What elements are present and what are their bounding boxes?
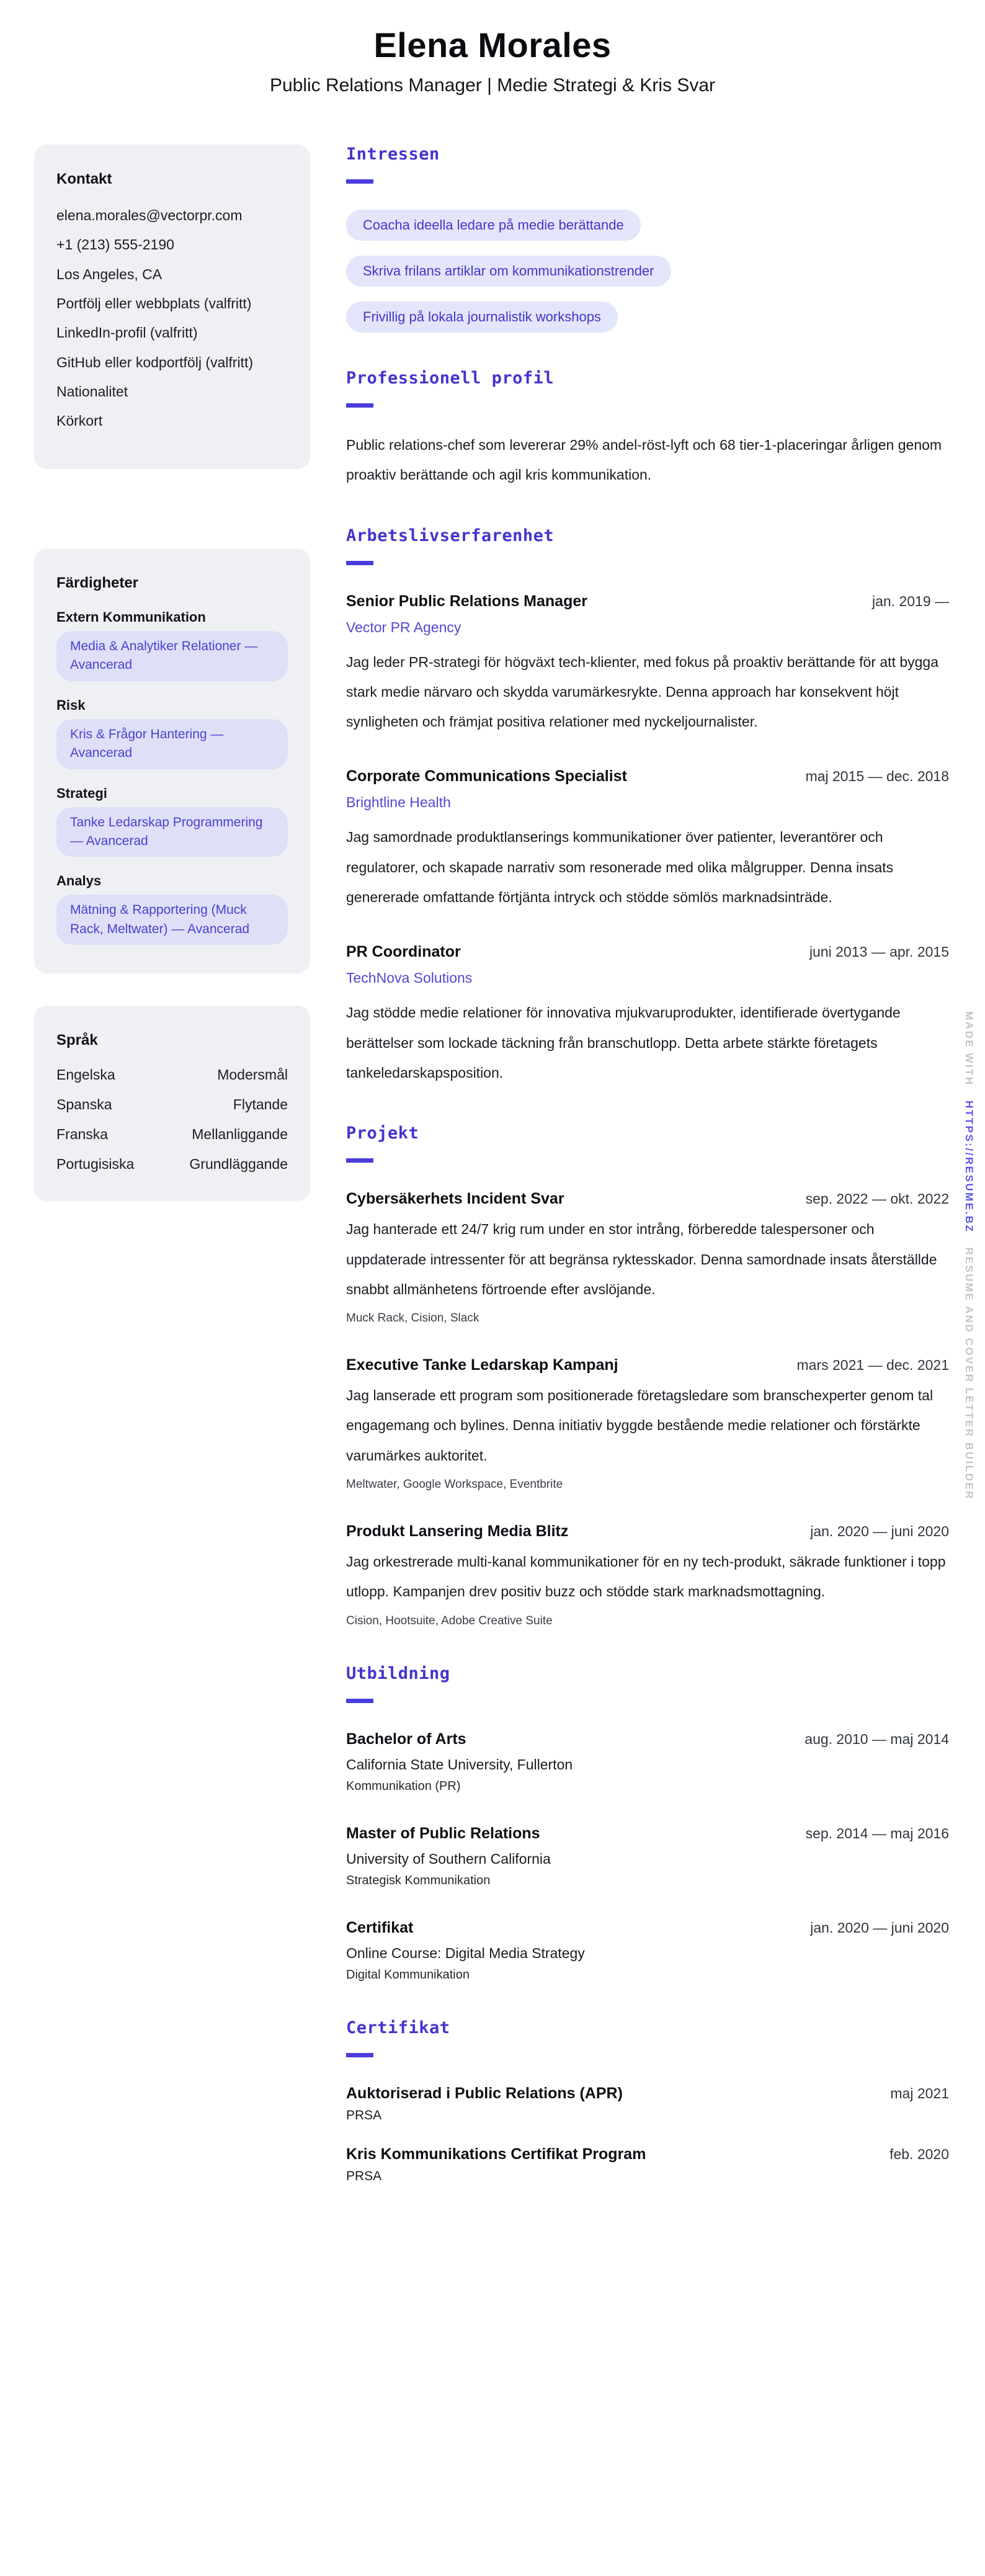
certificate-date: feb. 2020 xyxy=(889,2145,949,2162)
job-description: Jag samordnade produktlanserings kommunikationer över patienter, leverantörer och regulatorer, och skapade narrativ som resonerade med olika målgrupper. Denna insats genererade omfattande förtjänta intryck och stödde sömlös marknadsinträde. xyxy=(346,829,894,906)
heading-rule xyxy=(346,561,373,565)
job-entry xyxy=(346,767,949,912)
certificates-heading: Certifikat xyxy=(346,2018,450,2037)
section-projects xyxy=(346,1124,949,1627)
profile-text: Public relations-chef som levererar 29% andel-röst-lyft och 68 tier-1-placeringar årligen genom proaktiv berättande och agil kris kommunikation. xyxy=(346,437,942,483)
certificate-issuer: PRSA xyxy=(346,2108,382,2122)
certificate-head xyxy=(346,2145,949,2163)
language-row xyxy=(56,1156,288,1173)
heading-rule xyxy=(346,403,373,408)
contact-card xyxy=(34,145,310,469)
contact-item-linkedin: LinkedIn-profil (valfritt) xyxy=(56,324,198,341)
contact-title: Kontakt xyxy=(56,171,112,187)
project-head xyxy=(346,1190,949,1208)
education-dates: aug. 2010 — maj 2014 xyxy=(804,1730,949,1747)
project-tools: Cision, Hootsuite, Adobe Creative Suite xyxy=(346,1614,553,1627)
project-entry xyxy=(346,1523,949,1628)
heading-rule xyxy=(346,1158,373,1163)
certificate-head xyxy=(346,2085,949,2103)
watermark-url: HTTPS://RESUME.BZ xyxy=(963,1100,975,1233)
education-school: Online Course: Digital Media Strategy xyxy=(346,1944,585,1961)
project-dates: sep. 2022 — okt. 2022 xyxy=(805,1191,949,1207)
project-title: Executive Tanke Ledarskap Kampanj xyxy=(346,1356,618,1374)
skill-group xyxy=(56,697,288,769)
section-profile xyxy=(346,369,949,490)
job-entry xyxy=(346,943,949,1088)
project-entry xyxy=(346,1190,949,1325)
skill-group-label: Risk xyxy=(56,697,86,713)
project-title: Produkt Lansering Media Blitz xyxy=(346,1523,569,1541)
language-level: Mellanliggande xyxy=(192,1126,288,1143)
contact-item-github: GitHub eller kodportfölj (valfritt) xyxy=(56,354,253,370)
language-name: Franska xyxy=(56,1126,109,1143)
skill-pill: Tanke Ledarskap Programmering — Avancerad xyxy=(56,807,288,857)
education-degree: Bachelor of Arts xyxy=(346,1730,466,1748)
certificate-title: Auktoriserad i Public Relations (APR) xyxy=(346,2084,623,2102)
project-tools: Meltwater, Google Workspace, Eventbrite xyxy=(346,1478,563,1491)
skill-pill: Mätning & Rapportering (Muck Rack, Meltwater) — Avancerad xyxy=(56,895,288,945)
watermark-made-with: MADE WITH xyxy=(963,1011,975,1086)
education-field: Strategisk Kommunikation xyxy=(346,1873,491,1887)
contact-item-email: elena.morales@vectorpr.com xyxy=(56,207,243,223)
job-title: Senior Public Relations Manager xyxy=(346,592,587,610)
job-head xyxy=(346,767,949,785)
header xyxy=(0,0,985,96)
job-title: PR Coordinator xyxy=(346,943,461,961)
project-dates: jan. 2020 — juni 2020 xyxy=(810,1523,949,1540)
experience-heading: Arbetslivserfarenhet xyxy=(346,525,555,545)
sidebar xyxy=(34,145,310,1201)
languages-title: Språk xyxy=(56,1032,98,1049)
profile-heading: Professionell profil xyxy=(346,369,555,388)
contact-item-license: Körkort xyxy=(56,413,103,429)
certificate-entry xyxy=(346,2145,949,2184)
contact-item-phone: +1 (213) 555-2190 xyxy=(56,236,174,253)
watermark xyxy=(963,1011,975,1500)
education-entry xyxy=(346,1919,949,1982)
skills-title: Färdigheter xyxy=(56,574,139,591)
section-certificates xyxy=(346,2018,949,2184)
contact-item-location: Los Angeles, CA xyxy=(56,266,163,282)
contact-list xyxy=(56,205,288,432)
language-name: Spanska xyxy=(56,1096,112,1113)
job-title: Corporate Communications Specialist xyxy=(346,767,627,785)
education-field: Digital Kommunikation xyxy=(346,1967,470,1982)
project-entry xyxy=(346,1356,949,1491)
education-field: Kommunikation (PR) xyxy=(346,1779,461,1793)
education-heading: Utbildning xyxy=(346,1663,450,1683)
education-dates: sep. 2014 — maj 2016 xyxy=(805,1825,949,1841)
skill-group xyxy=(56,873,288,945)
interest-pill: Coacha ideella ledare på medie berättande xyxy=(346,210,641,241)
project-title: Cybersäkerhets Incident Svar xyxy=(346,1190,564,1208)
language-name: Portugisiska xyxy=(56,1156,135,1173)
certificate-title: Kris Kommunikations Certifikat Program xyxy=(346,2145,646,2163)
contact-item-nationality: Nationalitet xyxy=(56,383,128,400)
job-company: TechNova Solutions xyxy=(346,970,473,986)
job-dates: maj 2015 — dec. 2018 xyxy=(805,768,949,785)
interest-pill: Frivillig på lokala journalistik workshops xyxy=(346,302,618,333)
skill-pill: Media & Analytiker Relationer — Avancerad xyxy=(56,631,288,681)
heading-rule xyxy=(346,2053,373,2057)
language-row xyxy=(56,1096,288,1113)
education-degree: Certifikat xyxy=(346,1918,414,1936)
education-entry xyxy=(346,1825,949,1888)
languages-card xyxy=(34,1006,310,1201)
heading-rule xyxy=(346,179,373,184)
education-dates: jan. 2020 — juni 2020 xyxy=(810,1919,949,1936)
language-level: Flytande xyxy=(233,1096,288,1113)
project-description: Jag hanterade ett 24/7 krig rum under en stor intrång, förberedde talespersoner och uppdaterade intressenter för att begränsa ryktesskador. Denna samordnade insats återställde snabbt allmänhetens förtroende efter avslöjande. xyxy=(346,1221,937,1297)
language-level: Grundläggande xyxy=(189,1156,288,1173)
education-head xyxy=(346,1919,949,1937)
section-experience xyxy=(346,526,949,1088)
candidate-name: Elena Morales xyxy=(373,25,612,65)
interests-pills xyxy=(346,210,949,333)
project-tools: Muck Rack, Cision, Slack xyxy=(346,1312,479,1325)
section-interests xyxy=(346,145,949,333)
job-company: Vector PR Agency xyxy=(346,619,461,635)
language-level: Modersmål xyxy=(217,1067,288,1083)
education-head xyxy=(346,1730,949,1748)
main-content xyxy=(346,145,949,2220)
job-dates: juni 2013 — apr. 2015 xyxy=(809,944,949,960)
certificate-entry xyxy=(346,2085,949,2123)
project-description: Jag lanserade ett program som positionerade företagsledare som branschexperter genom tal engagemang och bylines. Denna initiativ byggde bestående medie relationer och förstärkte varumärkes auktoritet. xyxy=(346,1387,934,1464)
projects-heading: Projekt xyxy=(346,1124,419,1143)
two-column-layout xyxy=(0,145,985,2220)
candidate-subtitle: Public Relations Manager | Medie Strategi & Kris Svar xyxy=(269,75,716,96)
language-row xyxy=(56,1067,288,1083)
section-education xyxy=(346,1664,949,1982)
job-entry xyxy=(346,593,949,737)
skill-pill: Kris & Frågor Hantering — Avancerad xyxy=(56,719,288,769)
skills-card xyxy=(34,548,310,974)
watermark-suffix: RESUME AND COVER LETTER BUILDER xyxy=(963,1247,975,1501)
skill-group-label: Extern Kommunikation xyxy=(56,609,206,625)
job-description: Jag stödde medie relationer för innovativa mjukvaruprodukter, identifierade övertygande berättelser som lockade täckning från branschutlopp. Detta arbete stärkte företagets tankeledarskapsposition. xyxy=(346,1004,901,1081)
education-school: University of Southern California xyxy=(346,1850,551,1867)
certificate-issuer: PRSA xyxy=(346,2168,382,2183)
heading-rule xyxy=(346,1699,373,1703)
skill-group-label: Analys xyxy=(56,873,102,889)
job-company: Brightline Health xyxy=(346,794,451,811)
job-dates: jan. 2019 — xyxy=(871,593,949,609)
job-head xyxy=(346,593,949,610)
skill-group-label: Strategi xyxy=(56,785,107,801)
project-dates: mars 2021 — dec. 2021 xyxy=(796,1357,949,1374)
certificate-date: maj 2021 xyxy=(890,2085,949,2101)
project-head xyxy=(346,1356,949,1374)
job-description: Jag leder PR-strategi för högväxt tech-klienter, med fokus på proaktiv berättande för att bygga stark medie närvaro och skydda varumärkesrykte. Denna approach har konsekvent höjt synligheten och främjat positiva relationer med nyckeljournalister. xyxy=(346,653,939,730)
education-entry xyxy=(346,1730,949,1794)
skill-group xyxy=(56,609,288,681)
language-name: Engelska xyxy=(56,1067,115,1083)
contact-item-portfolio: Portfölj eller webbplats (valfritt) xyxy=(56,295,252,312)
skill-group xyxy=(56,785,288,857)
education-degree: Master of Public Relations xyxy=(346,1824,540,1842)
interests-heading: Intressen xyxy=(346,145,440,164)
education-school: California State University, Fullerton xyxy=(346,1756,573,1773)
project-description: Jag orkestrerade multi-kanal kommunikationer för en ny tech-produkt, säkrade funktioner i topp utlopp. Kampanjen drev positiv buzz och stödde stark marknadsmottagning. xyxy=(346,1554,946,1600)
education-head xyxy=(346,1825,949,1843)
interest-pill: Skriva frilans artiklar om kommunikationstrender xyxy=(346,256,671,287)
job-head xyxy=(346,943,949,961)
language-row xyxy=(56,1126,288,1143)
project-head xyxy=(346,1523,949,1541)
